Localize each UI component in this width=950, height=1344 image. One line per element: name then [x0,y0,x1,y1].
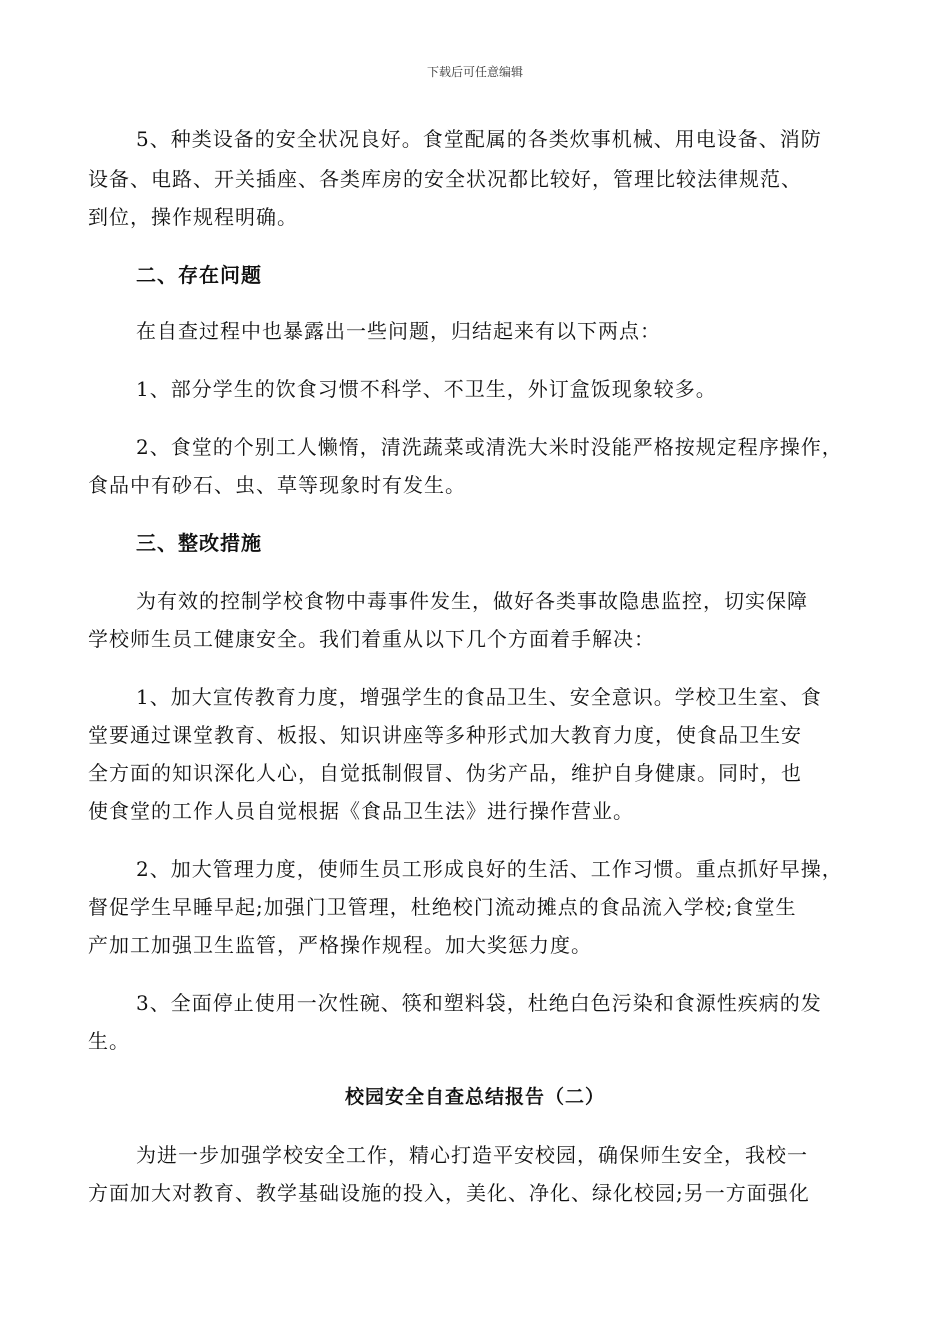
paragraph-line: 方面加大对教育、教学基础设施的投入，美化、净化、绿化校园;另一方面强化 [88,1181,810,1205]
paragraph-line: 为有效的控制学校食物中毒事件发生，做好各类事故隐患监控，切实保障 [136,589,808,613]
paragraph-line: 到位，操作规程明确。 [88,205,298,229]
paragraph-line: 使食堂的工作人员自觉根据《食品卫生法》进行操作营业。 [88,799,634,823]
section-heading: 三、整改措施 [136,531,262,555]
paragraph-line: 全方面的知识深化人心，自觉抵制假冒、伪劣产品，维护自身健康。同时，也 [88,761,802,785]
paragraph-line: 生。 [88,1029,130,1053]
paragraph-line: 产加工加强卫生监管，严格操作规程。加大奖惩力度。 [88,933,592,957]
paragraph-line: 为进一步加强学校安全工作，精心打造平安校园，确保师生安全，我校一 [136,1143,808,1167]
paragraph-line: 堂要通过课堂教育、板报、知识讲座等多种形式加大教育力度，使食品卫生安 [88,723,802,747]
paragraph-line: 督促学生早睡早起;加强门卫管理，杜绝校门流动摊点的食品流入学校;食堂生 [88,895,797,919]
paragraph-line: 2、加大管理力度，使师生员工形成良好的生活、工作习惯。重点抓好早操， [136,857,843,881]
paragraph-line: 2、食堂的个别工人懒惰，清洗蔬菜或清洗大米时没能严格按规定程序操作， [136,435,843,459]
paragraph-line: 1、加大宣传教育力度，增强学生的食品卫生、安全意识。学校卫生室、食 [136,685,822,709]
section-heading: 二、存在问题 [136,263,262,287]
paragraph-line: 食品中有砂石、虫、草等现象时有发生。 [88,473,466,497]
paragraph-line: 1、部分学生的饮食习惯不科学、不卫生，外订盒饭现象较多。 [136,377,717,401]
paragraph-line: 3、全面停止使用一次性碗、筷和塑料袋，杜绝白色污染和食源性疾病的发 [136,991,822,1015]
paragraph-line: 在自查过程中也暴露出一些问题，归结起来有以下两点： [136,319,661,343]
paragraph-line: 学校师生员工健康安全。我们着重从以下几个方面着手解决： [88,627,655,651]
report-title: 校园安全自查总结报告（二） [344,1086,605,1108]
paragraph-line: 设备、电路、开关插座、各类库房的安全状况都比较好，管理比较法律规范、 [88,167,802,191]
page-header: 下载后可任意编辑 [426,65,523,79]
paragraph-line: 5、种类设备的安全状况良好。食堂配属的各类炊事机械、用电设备、消防 [136,127,822,151]
